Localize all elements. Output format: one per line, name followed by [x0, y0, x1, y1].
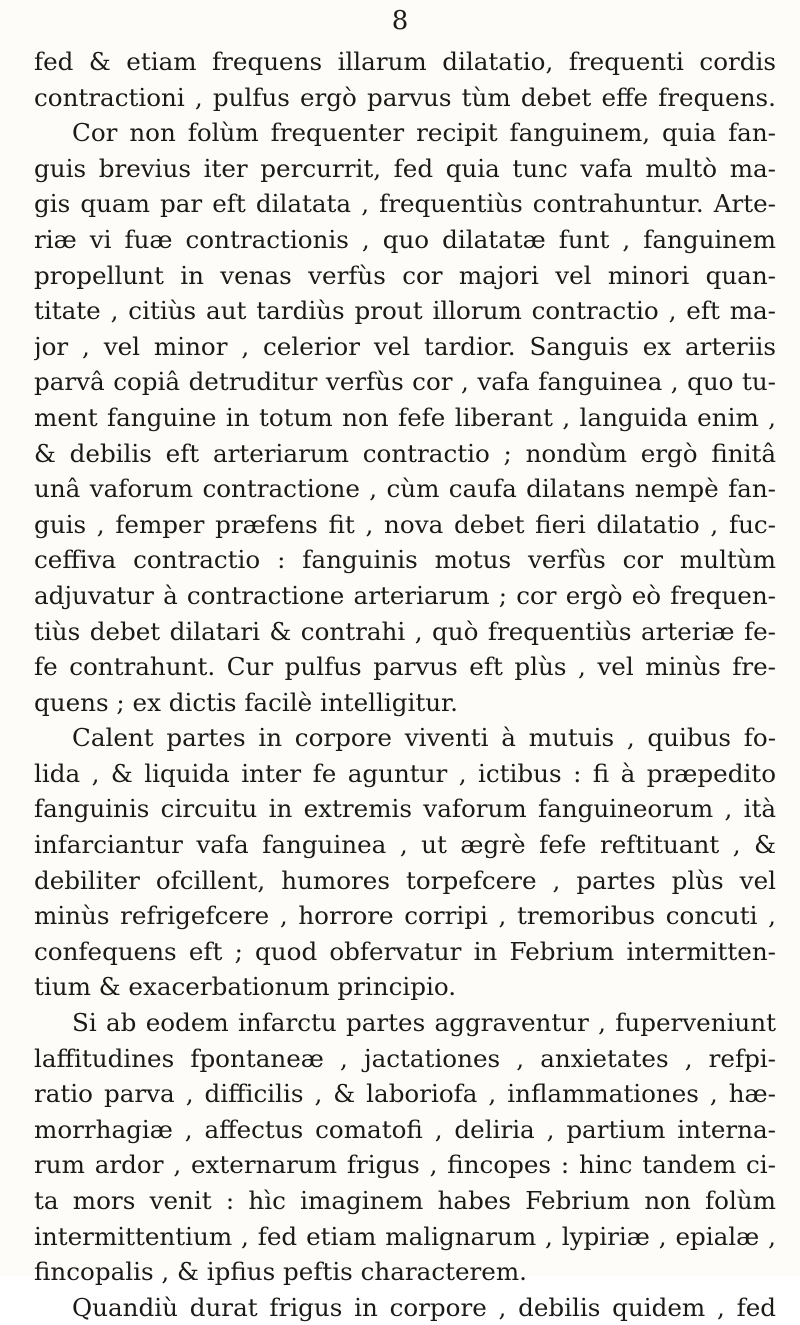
page-number: 8 — [391, 6, 409, 36]
text-line: riæ vi fuæ contractionis , quo dilatatæ funt , fanguinem — [34, 224, 776, 254]
text-line: ceffiva contractio : fanguinis motus verfùs cor multùm — [34, 545, 776, 575]
text-line: propellunt in venas verfùs cor majori vel minori quan- — [34, 260, 776, 290]
text-line: adjuvatur à contractione arteriarum ; cor ergò eò frequen- — [34, 580, 776, 610]
text-line: intermittentium , fed etiam malignarum , lypiriæ , epialæ , — [34, 1221, 776, 1251]
text-line: & debilis eft arteriarum contractio ; nondùm ergò finitâ — [34, 438, 776, 468]
text-line: fincopalis , & ipfius peftis characterem. — [34, 1257, 527, 1287]
text-line: ment fanguine in totum non fefe liberant , languida enim , — [34, 402, 776, 432]
text-line: confequens eft ; quod obfervatur in Febrium intermitten- — [34, 936, 776, 966]
text-line: unâ vaforum contractione , cùm caufa dilatans nempè fan- — [34, 474, 776, 504]
text-line: Calent partes in corpore viventi à mutuis , quibus fo- — [72, 723, 776, 753]
text-line: Si ab eodem infarctu partes aggraventur , fuperveniunt — [72, 1008, 776, 1038]
text-line: contractioni , pulfus ergò parvus tùm debet effe frequens. — [34, 82, 776, 112]
text-line: Cor non folùm frequenter recipit fanguinem, quia fan- — [72, 118, 776, 148]
text-line: morrhagiæ , affectus comatofi , deliria , partium interna- — [34, 1114, 776, 1144]
text-line: gis quam par eft dilatata , frequentiùs contrahuntur. Arte- — [34, 189, 776, 219]
text-line: jor , vel minor , celerior vel tardior. Sanguis ex arteriis — [34, 331, 776, 361]
text-line: parvâ copiâ detruditur verfùs cor , vafa fanguinea , quo tu- — [34, 367, 776, 397]
text-line: titate , citiùs aut tardiùs prout illorum contractio , eft ma- — [34, 296, 776, 326]
text-line: ratio parva , difficilis , & laboriofa , inflammationes , hæ- — [34, 1079, 776, 1109]
text-line: rum ardor , externarum frigus , fincopes : hinc tandem ci- — [34, 1150, 776, 1180]
text-line: laffitudines fpontaneæ , jactationes , anxietates , refpi- — [34, 1043, 776, 1073]
text-line: debiliter ofcillent, humores torpefcere , partes plùs vel — [34, 865, 776, 895]
text-line: fed & etiam frequens illarum dilatatio, frequenti cordis — [34, 47, 776, 76]
text-line: tium & exacerbationum principio. — [34, 972, 457, 1002]
text-line: guis , femper præfens fit , nova debet fieri dilatatio , fuc- — [34, 509, 776, 539]
body-text — [34, 44, 776, 1325]
text-line: quens ; ex dictis facilè intelligitur. — [34, 687, 458, 717]
text-line: ta mors venit : hìc imaginem habes Febrium non folùm — [34, 1186, 776, 1215]
text-line: Quandiù durat frigus in corpore , debilis quidem , fed — [72, 1292, 776, 1322]
text-line: infarciantur vafa fanguinea , ut ægrè fefe reftituant , & — [34, 830, 776, 860]
text-line: lida , & liquida inter fe aguntur , ictibus : fi à præpedito — [34, 758, 776, 788]
text-line: guis brevius iter percurrit, fed quia tunc vafa multò ma- — [34, 153, 776, 183]
text-line: fanguinis circuitu in extremis vaforum fanguineorum , ità — [34, 794, 776, 824]
text-line: minùs refrigefcere , horrore corripi , tremoribus concuti , — [34, 901, 776, 931]
text-line: tiùs debet dilatari & contrahi , quò frequentiùs arteriæ fe- — [34, 616, 776, 646]
text-line: fe contrahunt. Cur pulfus parvus eft plùs , vel minùs fre- — [34, 652, 776, 682]
